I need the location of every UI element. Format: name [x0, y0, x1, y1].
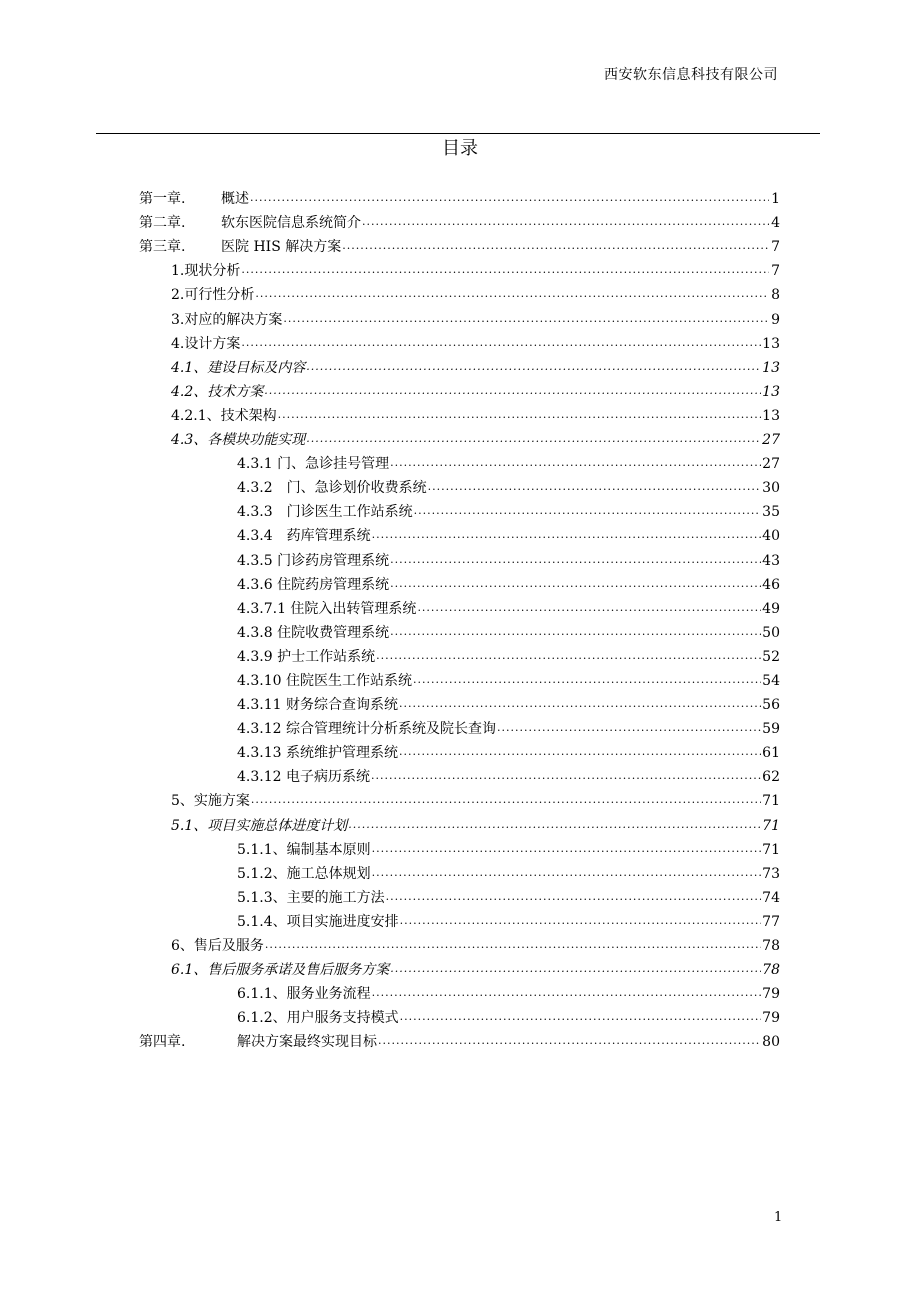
toc-entry[interactable] — [139, 354, 780, 378]
toc-entry[interactable] — [139, 739, 780, 763]
toc-entry-title: 5.1.3、主要的施工方法 — [237, 889, 385, 906]
toc-page-number: 71 — [762, 817, 780, 834]
toc-dot-leader — [283, 311, 769, 327]
toc-entry-title: 5.1、项目实施总体进度计划 — [171, 817, 348, 834]
toc-page-number: 71 — [762, 793, 780, 810]
toc-page-number: 50 — [762, 624, 780, 641]
toc-page-number: 27 — [762, 432, 780, 449]
toc-entry[interactable] — [139, 474, 780, 498]
toc-dot-leader — [241, 262, 769, 278]
toc-chapter-label: 第二章. — [139, 215, 186, 232]
toc-page-number: 79 — [762, 986, 780, 1003]
toc-page-number: 35 — [762, 504, 780, 521]
toc-entry-title: 4.3.1 门、急诊挂号管理 — [237, 456, 390, 473]
toc-page-number: 52 — [762, 648, 780, 665]
toc-title: 目录 — [442, 138, 478, 159]
toc-entry-title: 4.设计方案 — [171, 335, 241, 352]
toc-entry[interactable] — [139, 571, 780, 595]
toc-entry-title: 4.3.6 住院药房管理系统 — [237, 576, 390, 593]
toc-page-number: 46 — [762, 576, 780, 593]
toc-page-number: 1 — [771, 191, 780, 208]
toc-page-number: 30 — [762, 480, 780, 497]
toc-page-number: 62 — [762, 769, 780, 786]
toc-entry[interactable] — [139, 185, 780, 209]
toc-entry-title: 6、售后及服务 — [171, 938, 264, 954]
toc-entry-title: 4.3.10 住院医生工作站系统 — [237, 672, 412, 689]
toc-entry[interactable] — [139, 908, 780, 932]
toc-dot-leader — [378, 1033, 761, 1049]
table-of-contents — [139, 185, 780, 1052]
toc-chapter-label: 第三章. — [139, 239, 186, 256]
toc-entry-title: 2.可行性分析 — [171, 287, 255, 304]
toc-page-number: 40 — [762, 528, 780, 545]
toc-entry-title: 4.3.3 门诊医生工作站系统 — [237, 504, 413, 521]
toc-page-number: 79 — [762, 1010, 780, 1027]
toc-entry-title: 4.3.4 药库管理系统 — [237, 528, 371, 545]
toc-entry-title: 1.现状分析 — [171, 263, 241, 280]
toc-entry-title: 5.1.2、施工总体规划 — [237, 865, 371, 882]
toc-dot-leader — [264, 383, 761, 399]
toc-dot-leader — [278, 407, 762, 423]
toc-entry-title: 解决方案最终实现目标 — [237, 1034, 377, 1051]
toc-entry-title: 5.1.1、编制基本原则 — [237, 841, 371, 858]
toc-entry-title: 5、实施方案 — [171, 793, 250, 810]
toc-entry[interactable] — [139, 787, 780, 811]
toc-entry-title: 概述 — [221, 191, 249, 208]
toc-dot-leader — [413, 672, 761, 688]
toc-dot-leader — [417, 600, 761, 616]
toc-entry[interactable] — [139, 860, 780, 884]
toc-entry[interactable] — [139, 619, 780, 643]
toc-entry-title: 4.3.12 综合管理统计分析系统及院长查询 — [237, 721, 496, 738]
toc-dot-leader — [390, 576, 761, 592]
toc-dot-leader — [400, 913, 762, 929]
toc-entry-title: 4.2.1、技术架构 — [171, 407, 277, 424]
page-header-company: 西安软东信息科技有限公司 — [604, 67, 778, 83]
toc-entry[interactable] — [139, 402, 780, 426]
page-number: 1 — [774, 1210, 783, 1225]
toc-page-number: 54 — [762, 672, 780, 689]
toc-entry[interactable] — [139, 811, 780, 835]
toc-entry[interactable] — [139, 378, 780, 402]
toc-entry[interactable] — [139, 1028, 780, 1052]
toc-dot-leader — [399, 696, 761, 712]
toc-entry-title: 4.3、各模块功能实现 — [171, 432, 306, 449]
toc-entry[interactable] — [139, 932, 780, 956]
toc-chapter-label: 第四章. — [139, 1034, 186, 1051]
toc-dot-leader — [386, 889, 762, 905]
toc-dot-leader — [428, 479, 762, 495]
toc-page-number: 8 — [771, 287, 780, 304]
toc-entry[interactable] — [139, 281, 780, 305]
toc-page-number: 56 — [762, 697, 780, 714]
toc-page-number: 13 — [762, 407, 780, 424]
toc-entry[interactable] — [139, 233, 780, 257]
toc-entry-title: 4.3.7.1 住院入出转管理系统 — [237, 600, 417, 617]
toc-page-number: 13 — [762, 359, 780, 376]
toc-entry[interactable] — [139, 1004, 780, 1028]
toc-dot-leader — [241, 335, 761, 351]
toc-entry[interactable] — [139, 884, 780, 908]
toc-entry-title: 5.1.4、项目实施进度安排 — [237, 913, 399, 930]
toc-dot-leader — [250, 190, 769, 206]
toc-page-number: 59 — [762, 721, 780, 738]
toc-page-number: 78 — [762, 938, 780, 954]
toc-dot-leader — [306, 359, 761, 375]
toc-entry-title: 6.1、售后服务承诺及售后服务方案 — [171, 962, 390, 979]
toc-page-number: 27 — [762, 456, 780, 473]
toc-entry[interactable] — [139, 330, 780, 354]
toc-entry-title: 4.2、技术方案 — [171, 383, 264, 400]
toc-entry-title: 4.3.11 财务综合查询系统 — [237, 697, 398, 714]
toc-entry[interactable] — [139, 209, 780, 233]
toc-dot-leader — [362, 214, 769, 230]
toc-page-number: 43 — [762, 552, 780, 569]
toc-entry[interactable] — [139, 305, 780, 329]
toc-entry[interactable] — [139, 450, 780, 474]
toc-page-number: 74 — [762, 889, 780, 906]
toc-entry[interactable] — [139, 980, 780, 1004]
toc-dot-leader — [372, 527, 762, 543]
toc-entry-title: 4.3.9 护士工作站系统 — [237, 648, 376, 665]
toc-entry[interactable] — [139, 691, 780, 715]
toc-entry[interactable] — [139, 643, 780, 667]
toc-dot-leader — [372, 841, 762, 857]
toc-entry-title: 6.1.2、用户服务支持模式 — [237, 1010, 399, 1027]
toc-entry-title: 4.3.8 住院收费管理系统 — [237, 624, 390, 641]
toc-dot-leader — [399, 744, 761, 760]
toc-dot-leader — [372, 985, 762, 1001]
toc-dot-leader — [306, 431, 761, 447]
toc-page-number: 71 — [762, 841, 780, 858]
toc-page-number: 13 — [762, 335, 780, 352]
toc-dot-leader — [255, 286, 769, 302]
toc-page-number: 61 — [762, 745, 780, 762]
toc-entry[interactable] — [139, 836, 780, 860]
toc-entry-title: 4.3.2 门、急诊划价收费系统 — [237, 480, 427, 497]
toc-dot-leader — [390, 961, 761, 977]
toc-page-number: 80 — [762, 1034, 780, 1051]
toc-dot-leader — [376, 648, 761, 664]
toc-dot-leader — [372, 865, 762, 881]
toc-entry-title: 4.3.13 系统维护管理系统 — [237, 745, 398, 762]
toc-dot-leader — [371, 768, 761, 784]
toc-entry[interactable] — [139, 667, 780, 691]
toc-page-number: 73 — [762, 865, 780, 882]
toc-dot-leader — [390, 624, 761, 640]
toc-page-number: 7 — [771, 239, 780, 256]
toc-entry[interactable] — [139, 257, 780, 281]
header-rule — [96, 133, 820, 134]
toc-entry[interactable] — [139, 763, 780, 787]
toc-entry-title: 4.3.12 电子病历系统 — [237, 769, 370, 786]
toc-entry-title: 软东医院信息系统简介 — [221, 215, 361, 232]
toc-entry[interactable] — [139, 426, 780, 450]
toc-dot-leader — [348, 817, 761, 833]
toc-page-number: 77 — [762, 913, 780, 930]
toc-dot-leader — [390, 552, 761, 568]
toc-entry-title: 4.3.5 门诊药房管理系统 — [237, 552, 390, 569]
toc-dot-leader — [342, 238, 769, 254]
toc-entry[interactable] — [139, 715, 780, 739]
toc-page-number: 7 — [771, 263, 780, 280]
toc-entry-title: 6.1.1、服务业务流程 — [237, 986, 371, 1003]
toc-page-number: 9 — [771, 311, 780, 328]
toc-entry[interactable] — [139, 546, 780, 570]
toc-page-number: 78 — [762, 962, 780, 979]
toc-entry[interactable] — [139, 595, 780, 619]
toc-chapter-label: 第一章. — [139, 191, 186, 208]
toc-entry[interactable] — [139, 956, 780, 980]
toc-dot-leader — [251, 792, 761, 808]
toc-dot-leader — [265, 937, 761, 953]
toc-entry[interactable] — [139, 498, 780, 522]
toc-dot-leader — [414, 503, 762, 519]
toc-dot-leader — [390, 455, 761, 471]
toc-page-number: 49 — [762, 600, 780, 617]
toc-entry-title: 3.对应的解决方案 — [171, 311, 283, 328]
toc-entry-title: 医院 HIS 解决方案 — [221, 239, 342, 256]
toc-dot-leader — [497, 720, 761, 736]
toc-page-number: 4 — [771, 215, 780, 232]
toc-entry[interactable] — [139, 522, 780, 546]
toc-page-number: 13 — [762, 383, 780, 400]
toc-dot-leader — [400, 1009, 762, 1025]
toc-entry-title: 4.1、建设目标及内容 — [171, 359, 306, 376]
